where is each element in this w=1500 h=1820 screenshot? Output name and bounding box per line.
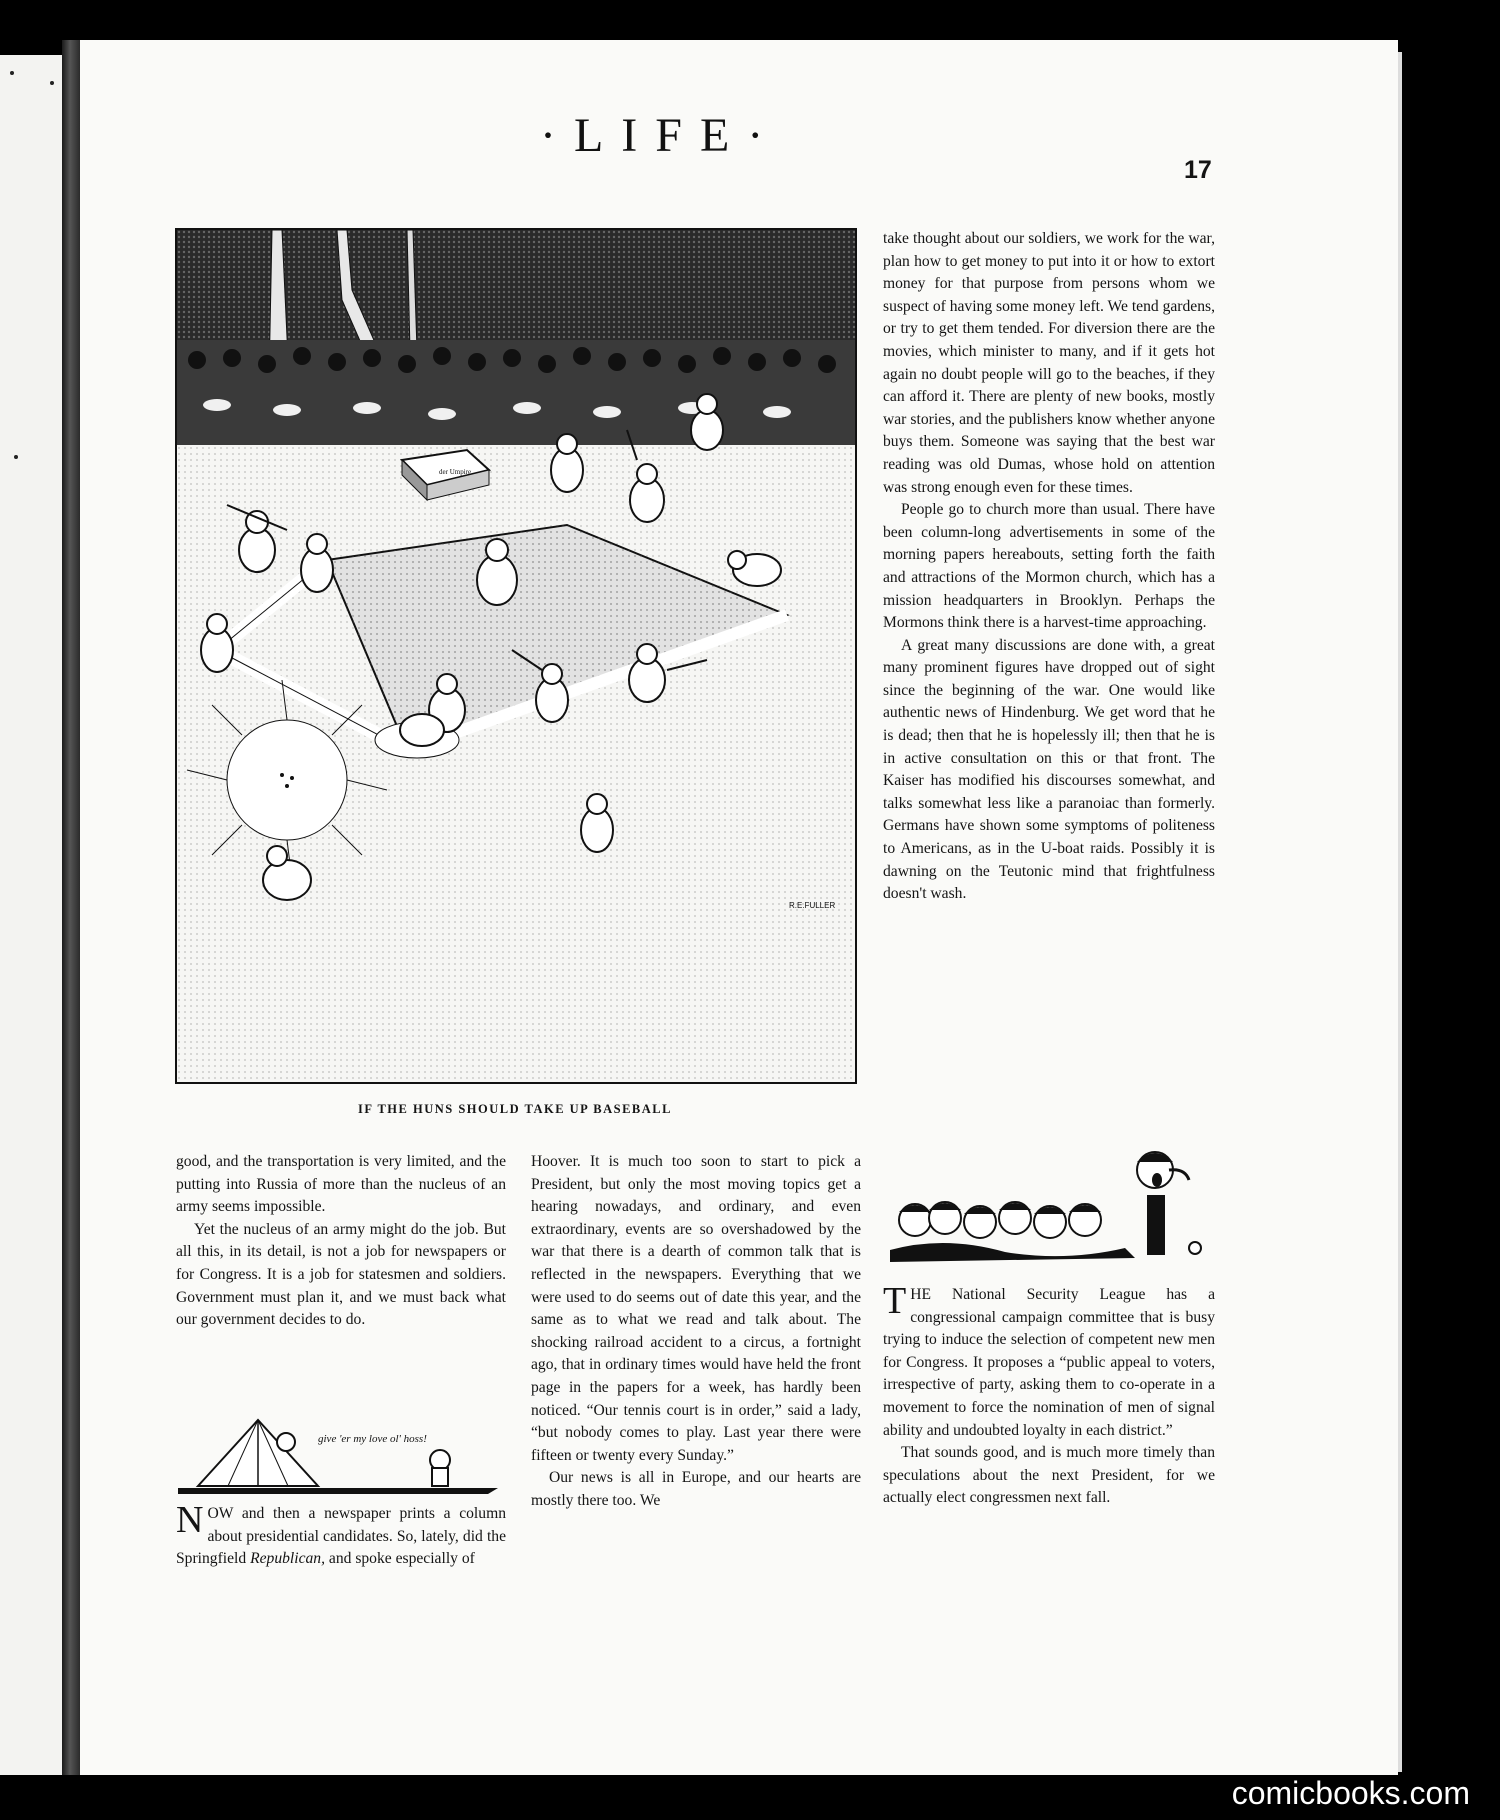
cartoon-caption: IF THE HUNS SHOULD TAKE UP BASEBALL xyxy=(358,1102,672,1116)
right-column-top xyxy=(883,228,1215,906)
paragraph: Yet the nucleus of an army might do the job. But all this, in its detail, is not a job for newspapers or for Congress. It is a job for statesmen and soldiers. Government must plan it, and we must back what our government decides to do. xyxy=(176,1220,506,1329)
paragraph-text-end: and spoke especially of xyxy=(328,1550,475,1568)
binding-gutter xyxy=(62,40,82,1775)
paragraph-text: HE National Security League has a congressional campaign committee that is busy trying to induce the selection of competent new men for Congress. It proposes a “public appeal to voters, irrespective of party, asking them to co-operate in a movement to force the nomination of men of signal ability and undoubted loyalty in each district.” xyxy=(883,1286,1215,1439)
paragraph: That sounds good, and is much more timely than speculations about the next President, for we actually elect congressmen next fall. xyxy=(883,1444,1215,1507)
newspaper-name: Republican, xyxy=(250,1550,325,1568)
paragraph: People go to church more than usual. There have been column-long advertisements in some of the morning papers hereabouts, setting forth the faith and attractions of the Mormon church, which has a mission headquarters in Brooklyn. Perhaps the Mormons think there is a harvest-time approaching. xyxy=(883,501,1215,632)
left-column xyxy=(176,1151,506,1332)
paragraph: take thought about our soldiers, we work for the war, plan how to get money to put into it or how to extort money for that purpose from persons whom we suspect of having some money left. We tend gardens, or try to get them tended. For diversion there are the movies, which minister to many, and if it gets hot again no doubt people will go to the beaches, if they can afford it. There are plenty of new books, mostly war stories, and the publishers know whether anyone buys them. Someone was saying that the best war reading was old Dumas, whose hold on attention was strong enough even for these times. xyxy=(883,230,1215,496)
previous-page-edge xyxy=(0,55,62,1775)
singing-children-vignette xyxy=(885,1140,1217,1268)
tent-vignette xyxy=(178,1410,508,1496)
paragraph xyxy=(176,1499,506,1571)
page-number: 17 xyxy=(1184,156,1212,184)
page-edge xyxy=(1398,52,1402,1772)
speech-text: give 'er my love ol' hoss! xyxy=(318,1433,427,1445)
artist-signature: R.E.FULLER xyxy=(789,901,836,910)
right-column-bottom xyxy=(883,1280,1215,1510)
paragraph-text: OW and then a newspaper prints a column about presidential candidates. So, lately, did the Springfield xyxy=(176,1505,506,1568)
left-column-section2 xyxy=(176,1499,506,1571)
paragraph: Our news is all in Europe, and our hearts are mostly there too. We xyxy=(531,1469,861,1509)
vignette-illustration xyxy=(885,1140,1217,1268)
baseball-cartoon xyxy=(175,228,857,1084)
middle-column xyxy=(531,1151,861,1513)
watermark: comicbooks.com xyxy=(1231,1775,1470,1811)
paragraph: Hoover. It is much too soon to start to pick a President, but only the most moving topics get a hearing nowadays, and ordinary, and even extraordinary, events are so overshadowed by the war that there is a dearth of common talk that is reflected in the newspapers. Everything that we were used to do seems out of date this year, and the same as to what we read and talk about. The shocking railroad accident to a circus, a fortnight ago, that in ordinary times would have held the front page in the papers for a week, has hardly been noticed. “Our tennis court is in order,” said a lady, “but nobody comes to play. Last year there were fifteen or twenty every Sunday.” xyxy=(531,1153,861,1464)
drop-cap: N xyxy=(176,1499,204,1541)
paragraph xyxy=(883,1280,1215,1442)
paragraph: A great many discussions are done with, a great many prominent figures have dropped out of sight since the beginning of the war. One would like authentic news of Hindenburg. We get word that he is dead; then that he is hopelessly ill; then that he is in active consultation on this or that front. The Kaiser has modified his discourses somewhat, and talks somewhat less like a paranoiac than formerly. Germans have shown some symptoms of politeness to Americans, as in the U-boat raids. Possibly it is dawning on the Teutonic mind that frightfulness doesn't wash. xyxy=(883,636,1215,903)
paragraph: good, and the transportation is very limited, and the putting into Russia of more than the nucleus of an army seems impossible. xyxy=(176,1153,506,1216)
cartoon-illustration xyxy=(177,230,855,1082)
drop-cap: T xyxy=(883,1280,907,1322)
base-label: der Umpire xyxy=(439,468,472,476)
masthead: ·LIFE· xyxy=(540,109,782,162)
tent-illustration xyxy=(178,1410,508,1496)
